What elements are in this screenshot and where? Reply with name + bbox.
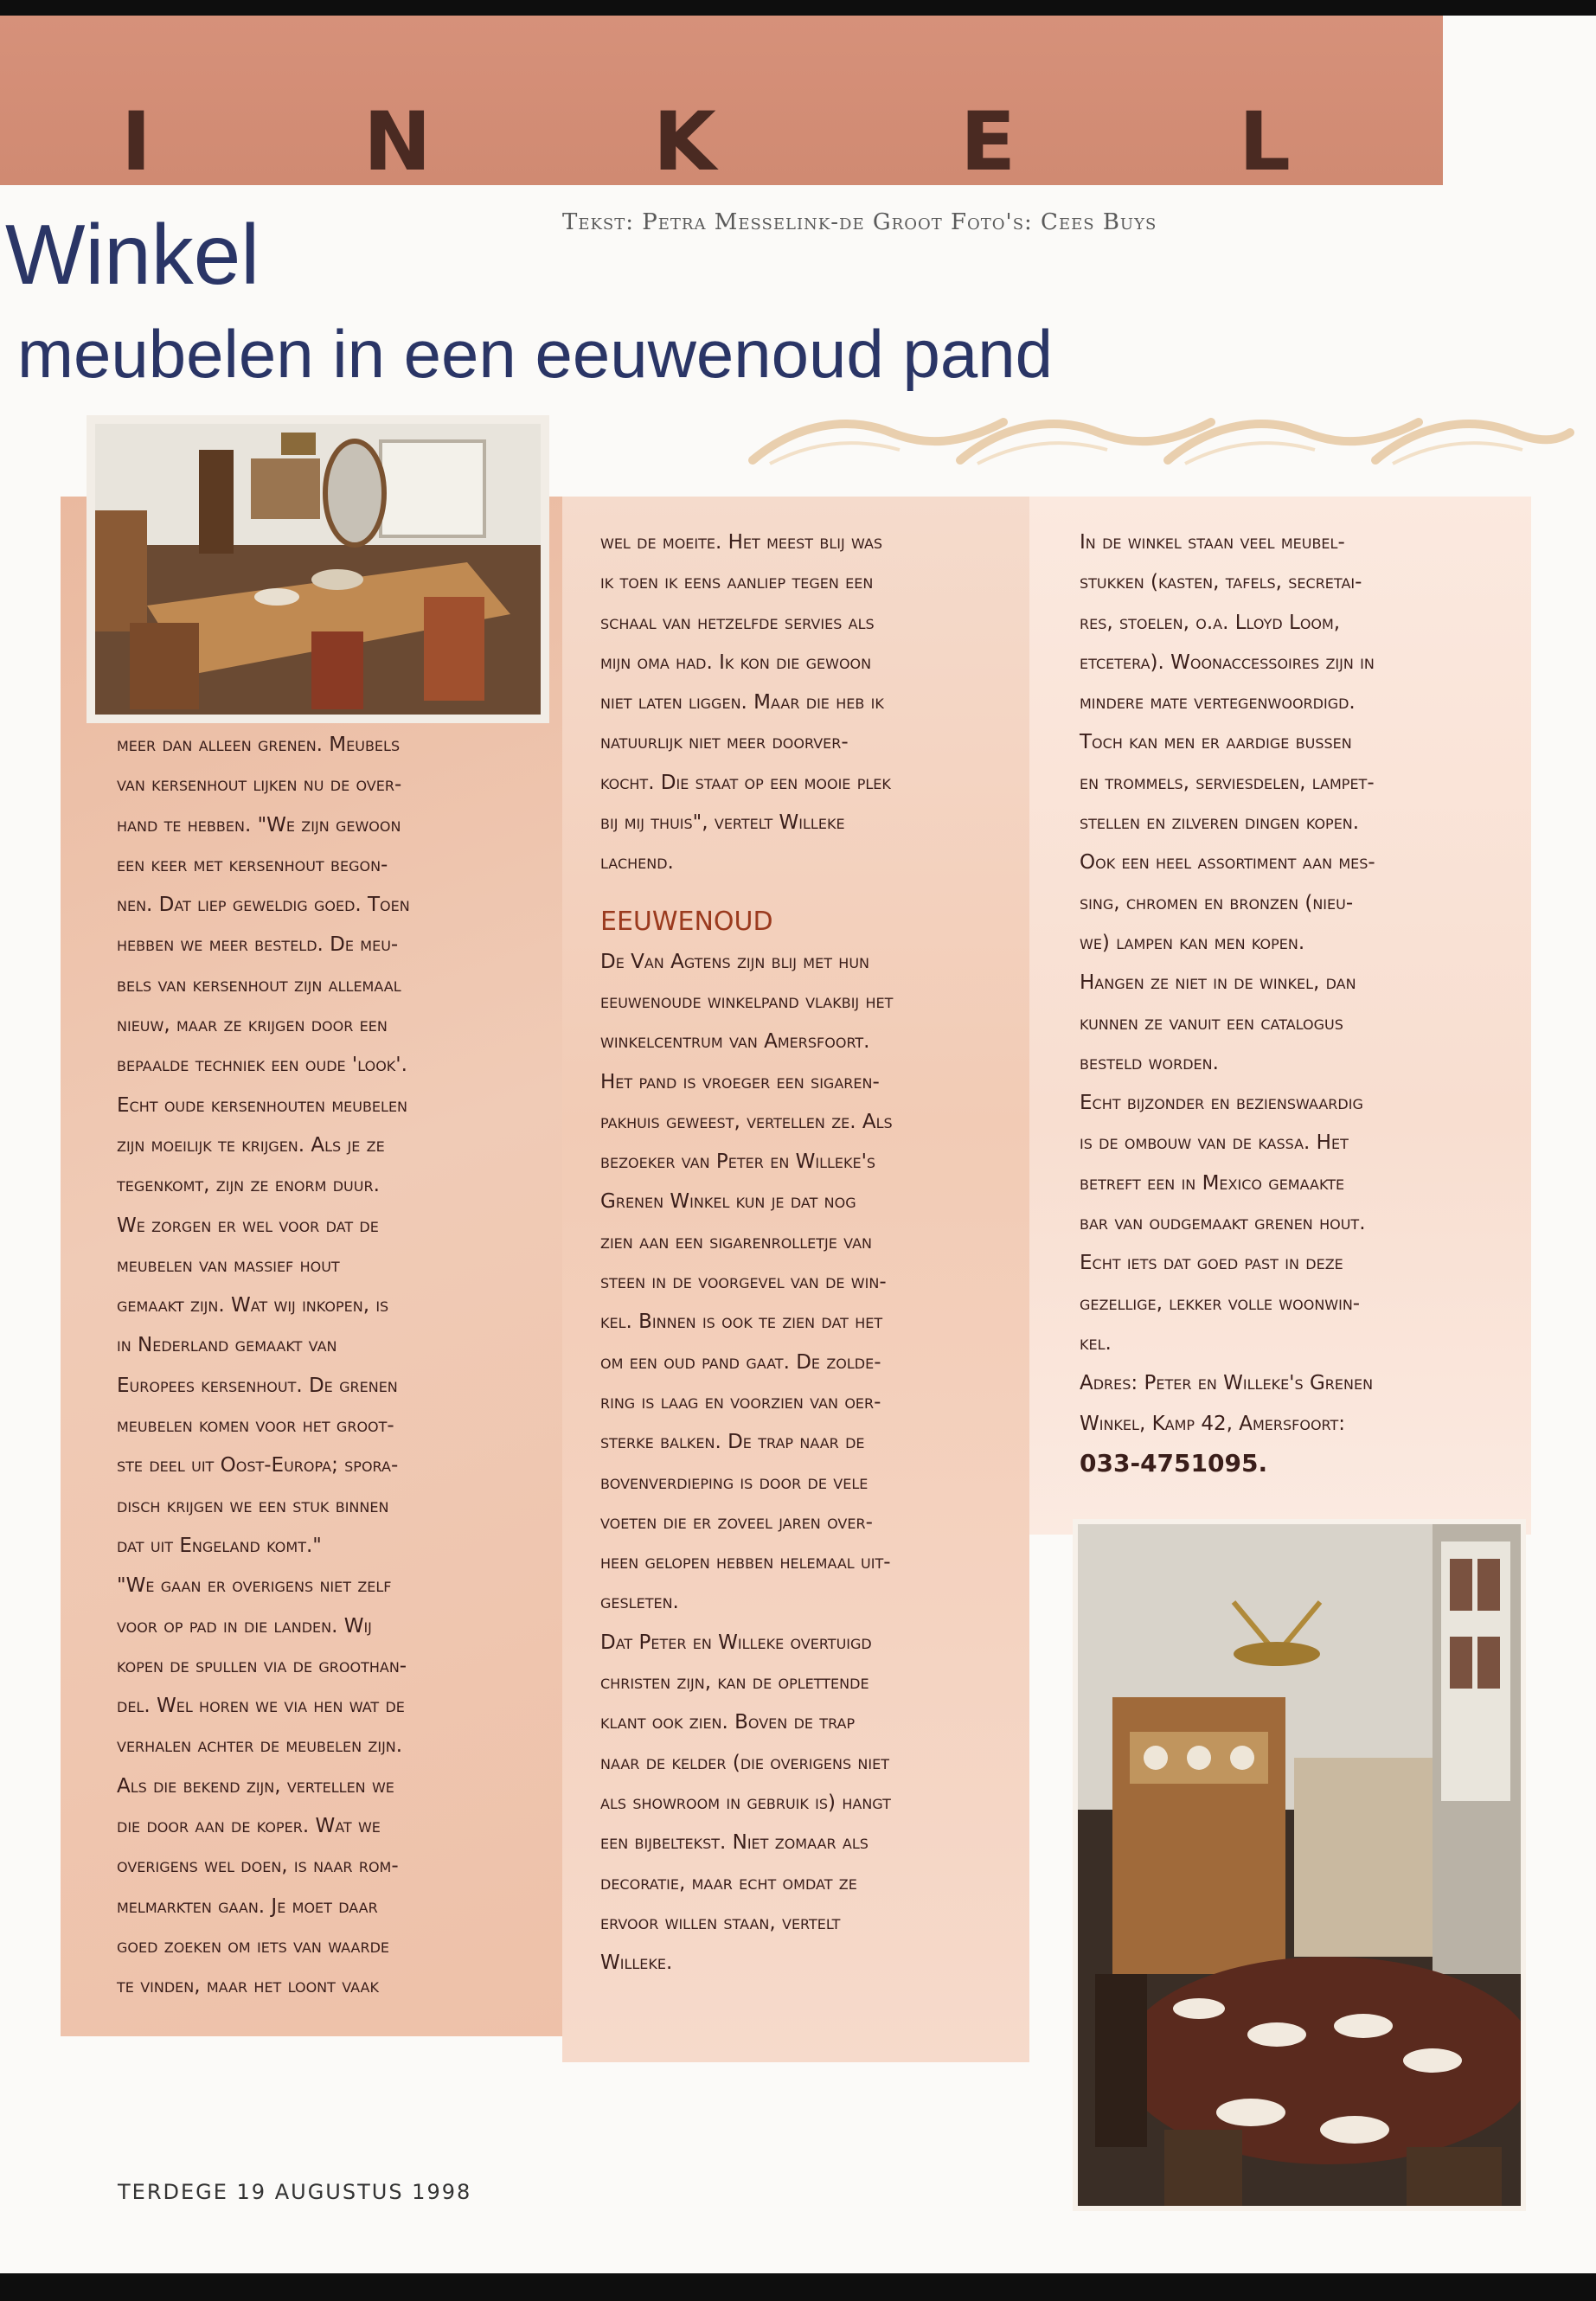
- body-line: Ook een heel assortiment aan mes-: [1080, 851, 1375, 875]
- body-line: mindere mate vertegenwoordigd.: [1080, 691, 1356, 715]
- body-line: mijn oma had. Ik kon die gewoon: [600, 651, 872, 674]
- body-line: bels van kersenhout zijn allemaal: [117, 973, 401, 997]
- body-line: sterke balken. De trap naar de: [600, 1431, 865, 1454]
- section-subhead: EEUWENOUD: [600, 906, 773, 937]
- body-line: melmarkten gaan. Je moet daar: [117, 1894, 378, 1918]
- article-subtitle: meubelen in een eeuwenoud pand: [17, 316, 1054, 392]
- body-line: te vinden, maar het loont vaak: [117, 1975, 379, 1998]
- body-line: Hangen ze niet in de winkel, dan: [1080, 971, 1356, 995]
- shop-interior-photo: [87, 415, 549, 723]
- body-line: dat uit Engeland komt.": [117, 1534, 322, 1557]
- body-line: eeuwenoude winkelpand vlakbij het: [600, 990, 894, 1013]
- body-line: bepaalde techniek een oude 'look'.: [117, 1054, 407, 1077]
- body-line: Grenen Winkel kun je dat nog: [600, 1190, 856, 1214]
- body-line: decoratie, maar echt omdat ze: [600, 1871, 857, 1894]
- body-line: schaal van hetzelfde servies als: [600, 611, 875, 634]
- body-line: etcetera). Woonaccessoires zijn in: [1080, 651, 1375, 674]
- body-line: res, stoelen, o.a. Lloyd Loom,: [1080, 611, 1341, 634]
- body-line: lachend.: [600, 851, 674, 875]
- body-line: om een oud pand gaat. De zolde-: [600, 1350, 881, 1374]
- article-column-left: [117, 725, 541, 2007]
- body-line: bezoeker van Peter en Willeke's: [600, 1150, 876, 1174]
- body-line: meer dan alleen grenen. Meubels: [117, 734, 401, 756]
- body-line: stukken (kasten, tafels, secretai-: [1080, 571, 1362, 594]
- article-title: Winkel: [5, 207, 260, 302]
- body-line: del. Wel horen we via hen wat de: [117, 1695, 405, 1718]
- body-line: Toch kan men er aardige bussen: [1080, 731, 1352, 754]
- body-line: verhalen achter de meubelen zijn.: [117, 1734, 403, 1758]
- body-line: betreft een in Mexico gemaakte: [1080, 1171, 1345, 1195]
- section-band: [0, 16, 1443, 189]
- body-line: kel. Binnen is ook te zien dat het: [600, 1311, 883, 1334]
- section-letter: E: [960, 95, 1016, 189]
- body-line: meubelen komen voor het groot-: [117, 1414, 394, 1438]
- body-line: zien aan een sigarenrolletje van: [600, 1230, 872, 1253]
- body-line: een keer met kersenhout begon-: [117, 853, 388, 876]
- page-footer: TERDEGE 19 AUGUSTUS 1998: [118, 2180, 472, 2204]
- scan-border-bottom: [0, 2273, 1596, 2301]
- body-line: winkelcentrum van Amersfoort.: [600, 1030, 870, 1054]
- decorative-swirls: [744, 407, 1574, 476]
- body-line: natuurlijk niet meer doorver-: [600, 731, 849, 754]
- body-line: stellen en zilveren dingen kopen.: [1080, 811, 1360, 835]
- dining-table-photo: [1073, 1519, 1526, 2211]
- body-line: Het pand is vroeger een sigaren-: [600, 1070, 880, 1093]
- body-line: klant ook zien. Boven de trap: [600, 1711, 856, 1734]
- body-line: ring is laag en voorzien van oer-: [600, 1390, 881, 1413]
- body-line: De Van Agtens zijn blij met hun: [600, 950, 869, 973]
- body-line: Als die bekend zijn, vertellen we: [117, 1774, 394, 1798]
- body-line: tegenkomt, zijn ze enorm duur.: [117, 1174, 380, 1197]
- section-letter: I: [121, 95, 151, 189]
- body-line: Echt bijzonder en bezienswaardig: [1080, 1092, 1363, 1115]
- scan-border-top: [0, 0, 1596, 16]
- body-line: Winkel, Kamp 42, Amersfoort:: [1080, 1412, 1346, 1435]
- section-letter: L: [1239, 95, 1291, 189]
- body-line: kopen de spullen via de groothan-: [117, 1654, 407, 1677]
- body-line: zijn moeilijk te krijgen. Als je ze: [117, 1133, 385, 1157]
- body-line: Echt oude kersenhouten meubelen: [117, 1093, 408, 1117]
- body-line: goed zoeken om iets van waarde: [117, 1934, 390, 1958]
- body-line: bij mij thuis", vertelt Willeke: [600, 811, 845, 835]
- body-line: nen. Dat liep geweldig goed. Toen: [117, 894, 410, 917]
- body-line: pakhuis geweest, vertellen ze. Als: [600, 1110, 893, 1133]
- body-line: christen zijn, kan de oplettende: [600, 1671, 869, 1695]
- body-line: als showroom in gebruik is) hangt: [600, 1791, 891, 1814]
- section-letter: K: [653, 95, 716, 189]
- body-line: voeten die er zoveel jaren over-: [600, 1510, 873, 1534]
- body-line: besteld worden.: [1080, 1051, 1219, 1074]
- body-line: in Nederland gemaakt van: [117, 1334, 337, 1357]
- body-line: heen gelopen hebben helemaal uit-: [600, 1551, 891, 1574]
- body-line: overigens wel doen, is naar rom-: [117, 1855, 399, 1878]
- body-line: ervoor willen staan, vertelt: [600, 1911, 841, 1934]
- body-line: bar van oudgemaakt grenen hout.: [1080, 1212, 1366, 1235]
- section-letter: N: [363, 95, 432, 189]
- body-line: sing, chromen en bronzen (nieu-: [1080, 891, 1354, 914]
- body-line: kocht. Die staat op een mooie plek: [600, 771, 891, 794]
- byline: Tekst: Petra Messelink-de Groot Foto's: Cees Buys: [562, 209, 1157, 235]
- body-line: gezellige, lekker volle woonwin-: [1080, 1292, 1361, 1315]
- body-line: Echt iets dat goed past in deze: [1080, 1252, 1343, 1275]
- body-line: steen in de voorgevel van de win-: [600, 1271, 887, 1294]
- body-line: we) lampen kan men kopen.: [1080, 931, 1305, 954]
- phone-number: 033-4751095.: [1080, 1448, 1268, 1477]
- body-line: kunnen ze vanuit een catalogus: [1080, 1011, 1343, 1035]
- body-line: We zorgen er wel voor dat de: [117, 1214, 379, 1237]
- body-line: disch krijgen we een stuk binnen: [117, 1494, 389, 1517]
- body-line: gesleten.: [600, 1591, 679, 1614]
- body-line: en trommels, serviesdelen, lampet-: [1080, 771, 1375, 794]
- article-column-right: [1080, 522, 1512, 1484]
- body-line: wel de moeite. Het meest blij was: [600, 531, 883, 554]
- body-line: bovenverdieping is door de vele: [600, 1471, 869, 1494]
- body-line: naar de kelder (die overigens niet: [600, 1751, 889, 1774]
- article-column-middle: [600, 522, 1033, 1983]
- body-line: hebben we meer besteld. De meu-: [117, 933, 399, 957]
- body-line: kel.: [1080, 1331, 1112, 1355]
- body-line: Europees kersenhout. De grenen: [117, 1374, 398, 1397]
- body-line: een bijbeltekst. Niet zomaar als: [600, 1831, 869, 1855]
- body-line: hand te hebben. "We zijn gewoon: [117, 813, 401, 836]
- body-line: In de winkel staan veel meubel-: [1080, 531, 1345, 554]
- body-line: die door aan de koper. Wat we: [117, 1815, 381, 1838]
- body-line: niet laten liggen. Maar die heb ik: [600, 691, 884, 715]
- body-line: gemaakt zijn. Wat wij inkopen, is: [117, 1294, 389, 1317]
- body-line: is de ombouw van de kassa. Het: [1080, 1131, 1349, 1155]
- body-line: ik toen ik eens aanliep tegen een: [600, 571, 874, 594]
- body-line: voor op pad in die landen. Wij: [117, 1614, 372, 1638]
- body-line: Dat Peter en Willeke overtuigd: [600, 1631, 872, 1654]
- body-line: Adres: Peter en Willeke's Grenen: [1080, 1372, 1374, 1395]
- body-line: van kersenhout lijken nu de over-: [117, 773, 402, 797]
- body-line: nieuw, maar ze krijgen door een: [117, 1014, 388, 1037]
- body-line: ste deel uit Oost-Europa; spora-: [117, 1454, 399, 1477]
- body-line: "We gaan er overigens niet zelf: [117, 1574, 392, 1598]
- body-line: meubelen van massief hout: [117, 1253, 340, 1277]
- body-line: Willeke.: [600, 1952, 673, 1975]
